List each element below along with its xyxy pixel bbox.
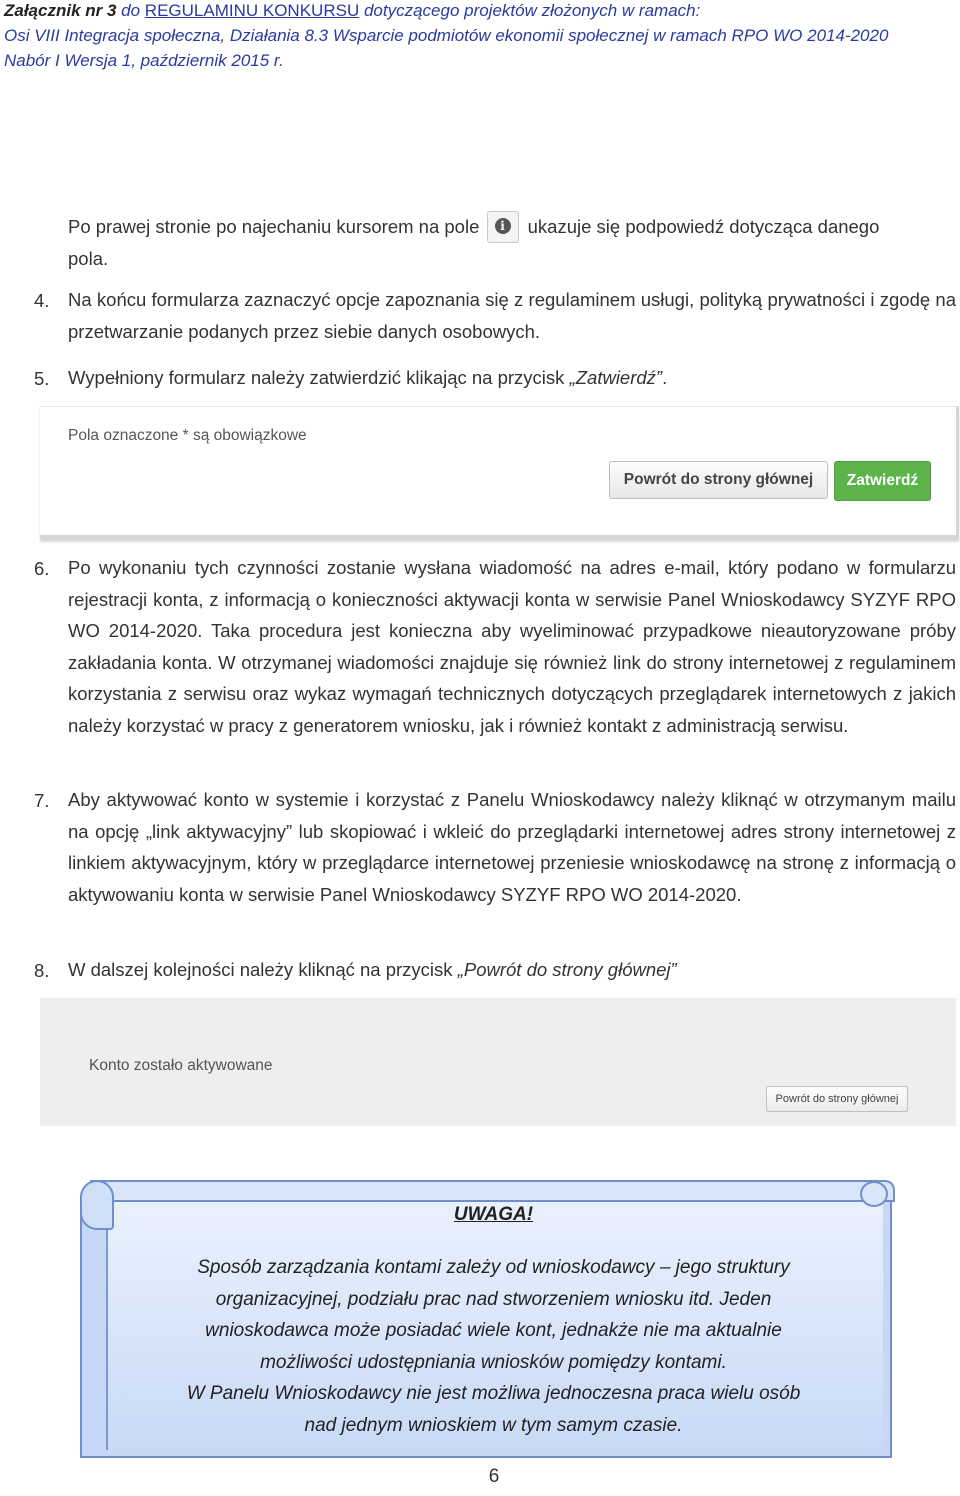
header-tail: dotyczącego projektów złożonych w ramach:	[359, 1, 701, 20]
warning-title: UWAGA!	[453, 1204, 534, 1225]
scroll-top-edge	[90, 1180, 895, 1202]
account-activated-message: Konto zostało aktywowane	[89, 1057, 273, 1074]
item-7-number: 7.	[34, 790, 50, 811]
header-line-3: Nabór I Wersja 1, październik 2015 r.	[4, 51, 284, 70]
item-5-number: 5.	[34, 368, 50, 389]
item-7-text: Aby aktywować konto w systemie i korzystać z Panelu Wnioskodawcy należy kliknąć w otrzymanym mailu na opcję „link aktywacyjny” lub skopiować i wkleić do przeglądarki internetowej adres strony internetowej z linkiem aktywacyjnym, który w przeglądarce internetowej przeniesie wnioskodawcę na stronę z informacją o aktywowaniu konta w serwisie Panel Wnioskodawcy SYZYF RPO WO 2014-2020.	[68, 789, 956, 905]
item-8-button-name: „Powrót do strony głównej”	[457, 959, 677, 980]
item-8-number: 8.	[34, 960, 50, 981]
item-5-button-name: „Zatwierdź”	[569, 367, 663, 388]
item-5-text-c: .	[662, 367, 668, 388]
form-footer-screenshot	[40, 406, 959, 539]
info-icon: i	[487, 211, 519, 243]
item-6-text: Po wykonaniu tych czynności zostanie wysłana wiadomość na adres e-mail, który podano w formularzu rejestracji konta, z informacją o konieczności aktywacji konta w serwisie Panel Wnioskodawcy SYZYF RPO WO 2014-2020. Taka procedura jest konieczna aby wyeliminować przypadkowe nieautoryzowane próby zakładania konta. W otrzymanej wiadomości znajduje się również link do strony internetowej z regulaminem korzystania z serwisu oraz wykaz wymagań technicznych dotyczących przeglądarek internetowych z jakich należy korzystać w pracy z generatorem wniosku, jak i również kontakt z administracją serwisu.	[68, 557, 956, 736]
item-4-text: Na końcu formularza zaznaczyć opcje zapoznania się z regulaminem usługi, polityką prywatności i zgodę na przetwarzanie podanych przez siebie danych osobowych.	[68, 289, 956, 342]
header-line-1	[4, 0, 700, 22]
item-6-number: 6.	[34, 558, 50, 579]
warning-line: organizacyjnej, podziału prac nad stworzeniem wniosku itd. Jeden	[215, 1288, 772, 1310]
item-5-text-a: Wypełniony formularz należy zatwierdzić klikając na przycisk	[68, 367, 570, 388]
warning-line: nad jednym wnioskiem w tym samym czasie.	[304, 1414, 683, 1436]
header-line-2: Osi VIII Integracja społeczna, Działania 8.3 Wsparcie podmiotów ekonomii społecznej w ramach RPO WO 2014-2020	[4, 26, 889, 45]
intro-line	[68, 211, 958, 243]
warning-line: Sposób zarządzania kontami zależy od wnioskodawcy – jego struktury	[197, 1257, 790, 1278]
warning-line: możliwości udostępniania wniosków pomiędzy kontami.	[260, 1351, 727, 1373]
required-fields-note: Pola oznaczone * są obowiązkowe	[68, 427, 307, 444]
account-activated-screenshot	[40, 998, 956, 1126]
back-to-home-button[interactable]: Powrót do strony głównej	[609, 461, 828, 499]
intro-text-a: Po prawej stronie po najechaniu kursorem na pole	[68, 216, 480, 237]
back-to-home-button-small[interactable]: Powrót do strony głównej	[766, 1086, 908, 1112]
header-connector: do	[116, 1, 145, 20]
intro-text-b: ukazuje się podpowiedź dotycząca danego	[527, 216, 880, 237]
item-4-number: 4.	[34, 290, 50, 311]
item-8-text	[68, 954, 956, 986]
item-5-text	[68, 362, 956, 394]
warning-line: W Panelu Wnioskodawcy nie jest możliwa jednoczesna praca wielu osób	[186, 1383, 801, 1404]
regulation-link[interactable]: REGULAMINU KONKURSU	[144, 1, 360, 20]
submit-button[interactable]: Zatwierdź	[834, 461, 931, 501]
warning-text	[86, 1252, 901, 1441]
intro-text-c: pola.	[68, 248, 109, 269]
item-8-text-a: W dalszej kolejności należy kliknąć na przycisk	[68, 959, 458, 980]
attachment-number: Załącznik nr 3	[4, 1, 117, 20]
warning-line: wnioskodawca może posiadać wiele kont, jednakże nie ma aktualnie	[205, 1320, 782, 1341]
page-number: 6	[488, 1466, 500, 1487]
